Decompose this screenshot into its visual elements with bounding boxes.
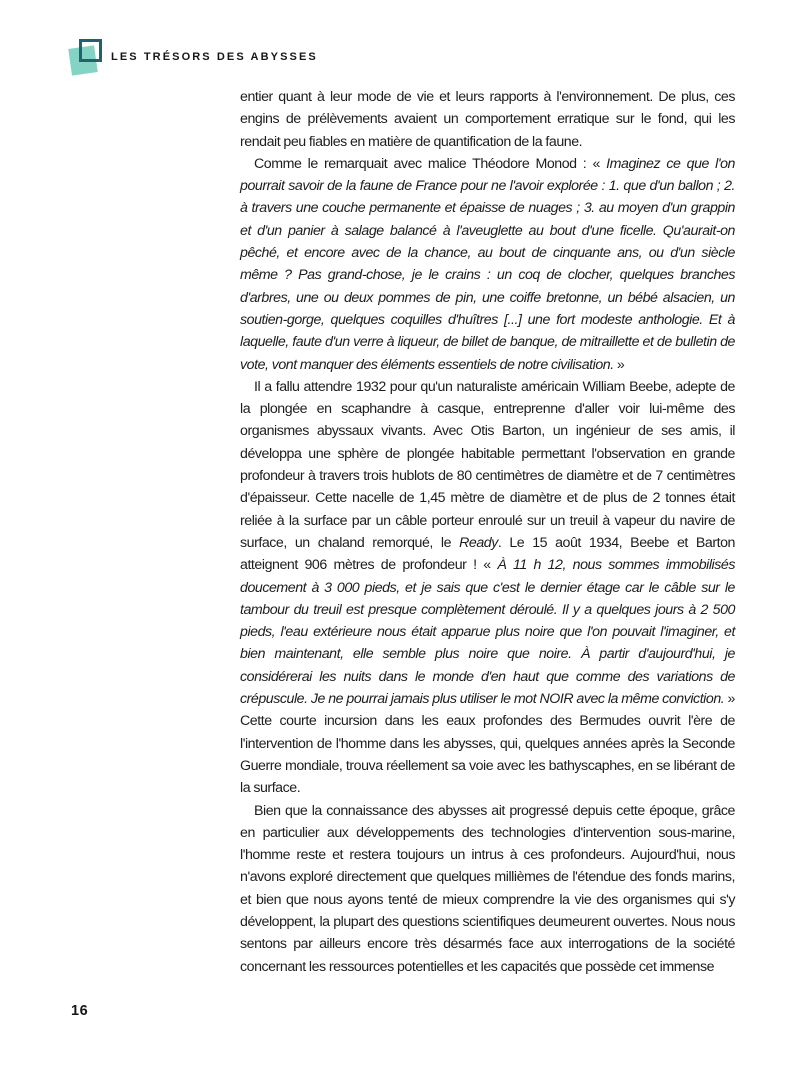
chapter-logo	[70, 36, 104, 78]
text-segment: . Le 15 août 1934, Beebe et Barton atteignent 906 mètres de profondeur ! «	[240, 534, 735, 574]
text-segment: À 11 h 12, nous sommes immobilisés doucement à 3 000 pieds, et je sais que c'est le dernier étage car le câble sur le tambour du treuil est presque complètement déroulé. Il y a quelques jours à 2 500 pieds, l'eau extérieure nous était apparue plus noire que l'on pouvait l'imaginer, et bien maintenant, elle semble plus noire que noire. À partir d'aujourd'hui, je considérerai les nuits dans le monde d'en haut que comme des variations de crépuscule. Je ne pourrai jamais plus utiliser le mot NOIR avec la même conviction.	[240, 557, 735, 708]
logo-frame-square-icon	[79, 39, 102, 62]
paragraph	[240, 376, 735, 800]
text-segment: Il a fallu attendre 1932 pour qu'un naturaliste américain William Beebe, adepte de la plongée en scaphandre à casque, entreprenne d'aller voir lui-même des organismes abyssaux vivants. Avec Otis Barton, un ingénieur de ses amis, il développa une sphère de plongée habitable permettant l'observation en grande profondeur à travers trois hublots de 80 centimètres de diamètre et de 7 centimètres d'épaisseur. Cette nacelle de 1,45 mètre de diamètre et de plus de 2 tonnes était reliée à la surface par un câble porteur enroulé sur un treuil à vapeur du navire de surface, un chaland remorqué, le	[240, 378, 735, 551]
text-segment: Imaginez ce que l'on pourrait savoir de la faune de France pour ne l'avoir explorée : 1. que d'un ballon ; 2. à travers une couche permanente et épaisse de nuages ; 3. au moyen d'un grappin et d'un panier à salage balancé à l'aveuglette au bout d'une ficelle. Qu'aurait-on pêché, et encore avec de la chance, au bout de cinquante ans, ou d'un siècle même ? Pas grand-chose, je le crains : un coq de clocher, quelques branches d'arbres, une ou deux pommes de pin, une coiffe bretonne, un bébé alsacien, un soutien-gorge, quelques coquilles d'huîtres [...] une fort modeste anthologie. Et à laquelle, faute d'un verre à liqueur, de billet de banque, de mitraillette et de bulletin de vote, vont manquer des éléments essentiels de notre civilisation.	[240, 155, 735, 373]
text-segment: Ready	[459, 534, 498, 551]
body-text	[240, 86, 735, 978]
paragraph	[240, 86, 735, 153]
paragraph	[240, 153, 735, 376]
text-segment: entier quant à leur mode de vie et leurs rapports à l'environnement. De plus, ces engins de prélèvements avaient un comportement erratique sur le fond, qui les rendait peu fiables en matière de quantification de la faune.	[240, 89, 735, 150]
paragraph	[240, 800, 735, 978]
running-title: LES TRÉSORS DES ABYSSES	[111, 51, 318, 63]
text-segment: Comme le remarquait avec malice Théodore Monod : «	[254, 155, 607, 172]
text-segment: Bien que la connaissance des abysses ait progressé depuis cette époque, grâce en particulier aux développements des technologies d'intervention sous-marine, l'homme reste et restera toujours un intrus à ces profondeurs. Aujourd'hui, nous n'avons exploré directement que quelques millièmes de l'étendue des fonds marins, et bien que nous ayons tenté de mieux comprendre la vie des organismes qui s'y développent, la plupart des questions scientifiques deumeurent ouvertes. Nous nous sentons par ailleurs encore très désarmés face aux interrogations de la société concernant les ressources potentielles et les capacités que possède cet immense	[240, 802, 735, 975]
text-segment: »	[613, 356, 625, 373]
page-header	[70, 36, 318, 78]
page-number: 16	[71, 1003, 89, 1019]
text-segment: » Cette courte incursion dans les eaux profondes des Bermudes ouvrit l'ère de l'intervention de l'homme dans les abysses, qui, quelques années après la Seconde Guerre mondiale, trouva réellement sa voie avec les bathyscaphes, en se libérant de la surface.	[240, 691, 735, 797]
